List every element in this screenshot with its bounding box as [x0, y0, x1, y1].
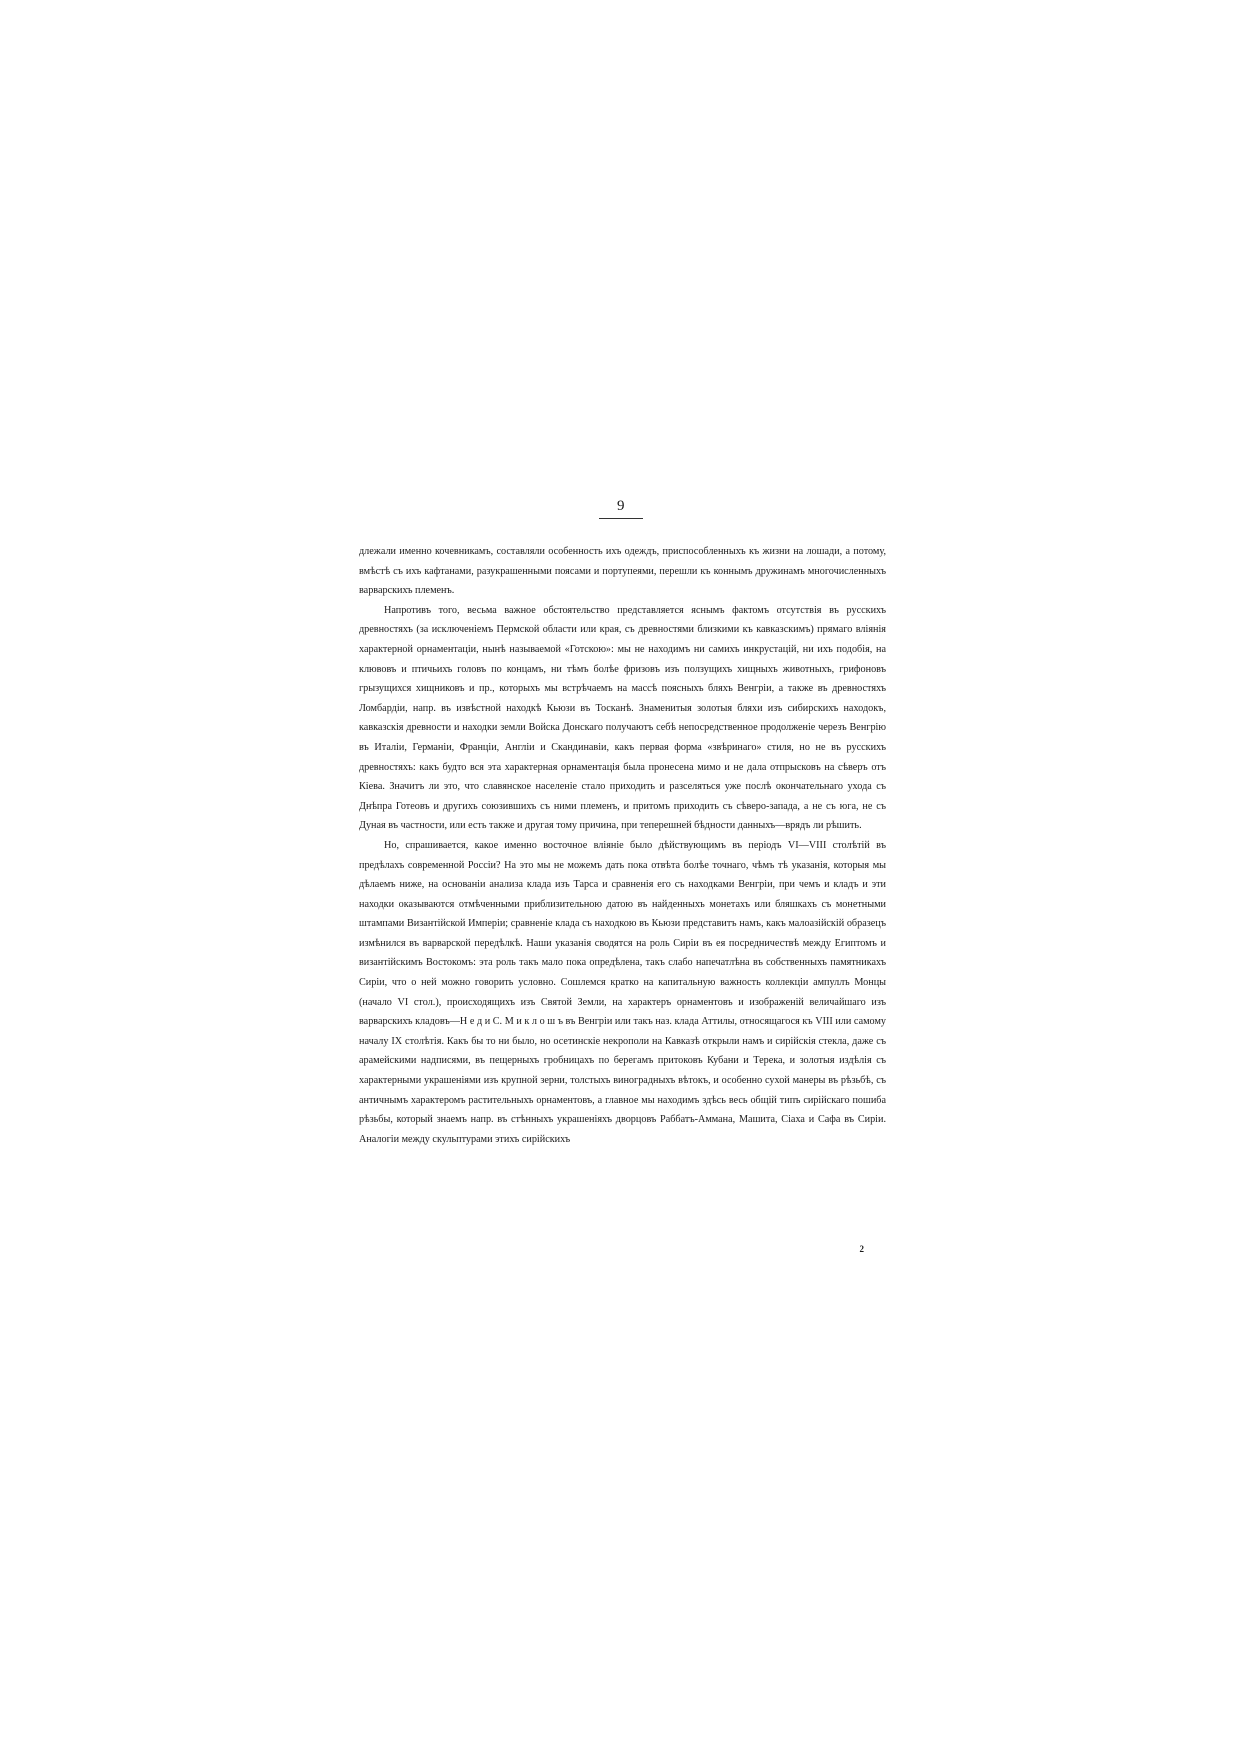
- page-number-rule: [599, 518, 643, 519]
- text-block: [359, 542, 886, 1149]
- page-number: 9: [617, 498, 625, 514]
- paragraph-1: длежали именно кочевникамъ, составляли особенность ихъ одеждъ, приспособленныхъ къ жизни на лошади, а потому, вмѣстѣ съ ихъ кафтанами, разукрашенными поясами и портупеями, перешли къ коннымъ дружинамъ многочисленныхъ варварскихъ племенъ.: [359, 546, 886, 597]
- paragraph-2: Напротивъ того, весьма важное обстоятельство представляется яснымъ фактомъ отсутствія въ русскихъ древностяхъ (за исключеніемъ Пермской области или края, съ древностями близкими къ кавказскимъ) прямаго вліянія характерной орнаментаціи, нынѣ называемой «Готскою»: мы не находимъ ни самихъ инкрустацій, ни ихъ подобія, на клювовъ и птичьихъ головъ по концамъ, ни тѣмъ болѣе фризовъ изъ ползущихъ хищныхъ животныхъ, грифоновъ грызущихся хищниковъ и пр., которыхъ мы встрѣчаемъ на массѣ поясныхъ бляхъ Венгріи, а также въ древностяхъ Ломбардіи, напр. въ извѣстной находкѣ Кьюзи въ Тосканѣ. Знаменитыя золотыя бляхи изъ сибирскихъ находокъ, кавказскія древности и находки земли Войска Донскаго получаютъ себѣ непосредственное продолженіе черезъ Венгрію въ Италіи, Германіи, Франціи, Англіи и Скандинавіи, какъ первая форма «звѣринаго» стиля, но не въ русскихъ древностяхъ: какъ будто вся эта характерная орнаментація была пронесена мимо и не дала отпрысковъ на сѣверъ отъ Кіева. Значитъ ли это, что славянское населеніе стало приходить и разселяться уже послѣ окончательнаго ухода съ Днѣпра Готеовъ и другихъ союзившихъ съ ними племенъ, и притомъ приходить съ сѣверо-запада, а не съ юга, не съ Дуная въ частности, или есть также и другая тому причина, при теперешней бѣдности данныхъ—врядъ ли рѣшить.: [359, 604, 886, 832]
- signature-mark: 2: [859, 1244, 864, 1254]
- paragraph-3: Но, спрашивается, какое именно восточное вліяніе было дѣйствующимъ въ періодъ VI—VIII столѣтій въ предѣлахъ современной Россіи? На это мы не можемъ дать пока отвѣта болѣе точнаго, чѣмъ тѣ указанія, которыя мы дѣлаемъ ниже, на основаніи анализа клада изъ Тарса и сравненія его съ находками Венгріи, при чемъ и кладъ и эти находки оказываются отмѣченными приблизительною датою въ найденныхъ монетахъ или бляшкахъ съ монетными штампами Византійской Имперіи; сравненіе клада съ находкою въ Кьюзи представитъ намъ, какъ малоазійскій образецъ измѣнился въ варварской передѣлкѣ. Наши указанія сводятся на роль Сиріи въ ея посредничествѣ между Египтомъ и византійскимъ Востокомъ: эта роль такъ мало пока опредѣлена, такъ слабо напечатлѣна въ собственныхъ памятникахъ Сиріи, что о ней можно говорить условно. Сошлемся кратко на капитальную важность коллекціи ампуллъ Монцы (начало VI стол.), происходящихъ изъ Святой Земли, на характеръ орнаментовъ и изображеній величайшаго изъ варварскихъ кладовъ—Н е д и С. М и к л о ш ъ въ Венгріи или такъ наз. клада Аттилы, относящагося къ VIII или самому началу IX столѣтія. Какъ бы то ни было, но осетинскіе некрополи на Кавказѣ открыли намъ и сирійскія стекла, даже съ арамейскими надписями, въ пещерныхъ гробницахъ по берегамъ притоковъ Кубани и Терека, и золотыя издѣлія съ характерными украшеніями изъ крупной зерни, толстыхъ виноградныхъ вѣтокъ, и особенно сухой манеры въ рѣзьбѣ, съ античнымъ характеромъ растительныхъ орнаментовъ, а главное мы находимъ здѣсь весь общій типъ сирійскаго пошиба рѣзьбы, который знаемъ напр. въ стѣнныхъ украшеніяхъ дворцовъ Раббатъ-Аммана, Машита, Сіаха и Сафа въ Сиріи. Аналогіи между скульптурами этихъ сирійскихъ: [359, 839, 886, 1145]
